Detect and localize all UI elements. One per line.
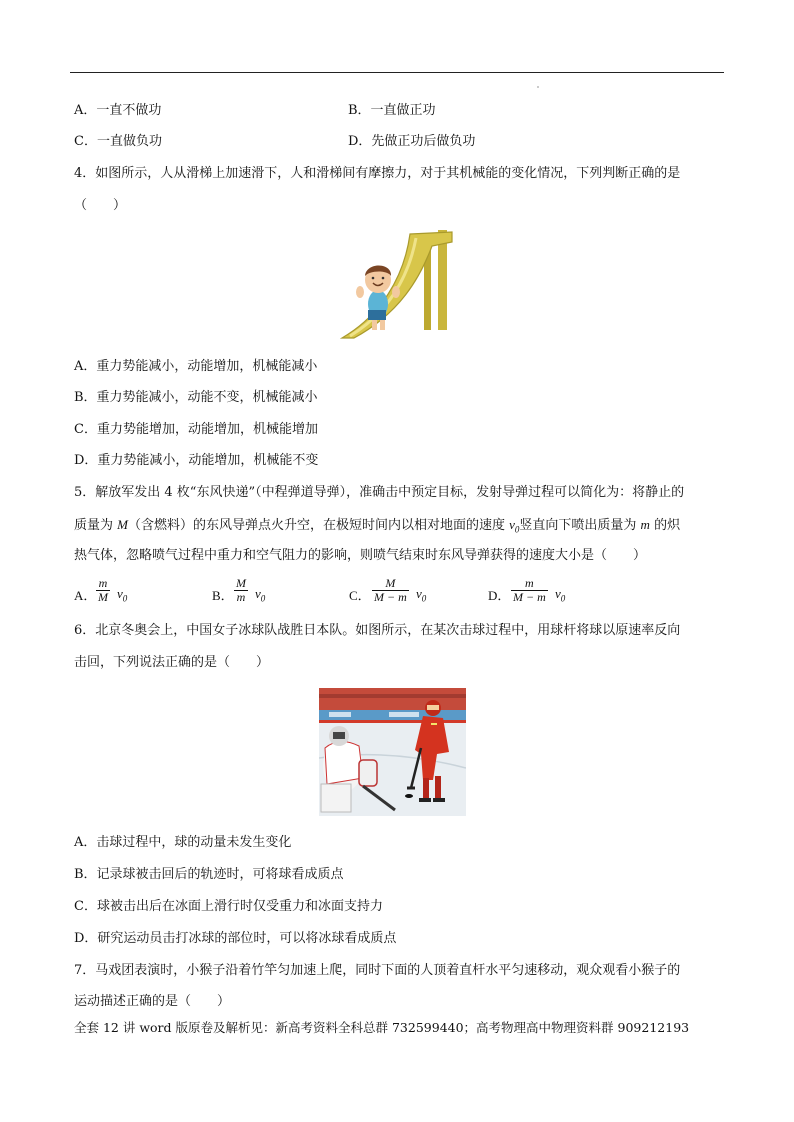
header-rule	[70, 72, 724, 73]
q5-line3: 热气体，忽略喷气过程中重力和空气阻力的影响，则喷气结束时东风导弹获得的速度大小是（ ）	[74, 548, 647, 563]
q4-option-d: D．重力势能减小，动能增加，机械能不变	[74, 453, 319, 468]
q5-option-d-label: D．	[488, 588, 511, 603]
q5-option-d-v0: $v_0$	[555, 586, 566, 604]
q5-option-a-v0: $v_0$	[117, 586, 128, 604]
q5-option-c-v0: $v_0$	[416, 586, 427, 604]
q7-line1: 7．马戏团表演时，小猴子沿着竹竿匀加速上爬，同时下面的人顶着直杆水平匀速移动，观众观看小猴子的	[74, 963, 681, 978]
q5-option-b-label: B．	[212, 588, 234, 603]
q4-stem-line2: （ ）	[74, 198, 127, 213]
q5-line2: 质量为 M（含燃料）的东风导弹点火升空，在极短时间内以相对地面的速度 $v_0$竖直向下喷出质量为 m 的炽	[74, 517, 681, 535]
q3-option-c: C．一直做负功	[74, 134, 162, 149]
q6-option-d: D．研究运动员击打冰球的部位时，可以将冰球看成质点	[74, 931, 397, 946]
ice-hockey-photo	[319, 688, 466, 816]
q5-option-d-fraction: $\frac{m}{M - m}$	[513, 576, 546, 604]
q6-line2: 击回，下列说法正确的是（ ）	[74, 655, 270, 670]
scan-speck	[537, 86, 539, 88]
q5-option-c-fraction: $\frac{M}{M - m}$	[374, 576, 407, 604]
q4-option-b: B．重力势能减小，动能不变，机械能减小	[74, 390, 318, 405]
q4-option-a: A．重力势能减小，动能增加，机械能减小	[74, 359, 318, 374]
q6-option-b: B．记录球被击回后的轨迹时，可将球看成质点	[74, 867, 344, 882]
q5-option-a-label: A．	[74, 588, 97, 603]
q6-line1: 6．北京冬奥会上，中国女子冰球队战胜日本队。如图所示，在某次击球过程中，用球杆将球以原速率反向	[74, 623, 681, 638]
q6-option-a: A．击球过程中，球的动量未发生变化	[74, 835, 292, 850]
q5-option-b-fraction: $\frac{M}{m}$	[236, 576, 246, 604]
q5-option-c-label: C．	[349, 588, 371, 603]
q4-stem-line1: 4．如图所示，人从滑梯上加速滑下，人和滑梯间有摩擦力，对于其机械能的变化情况，下列判断正确的是	[74, 166, 681, 181]
q5-option-b-v0: $v_0$	[255, 586, 266, 604]
q3-option-d: D．先做正功后做负功	[348, 134, 476, 149]
q7-line2: 运动描述正确的是（ ）	[74, 994, 231, 1009]
q3-option-a: A．一直不做功	[74, 103, 162, 118]
q3-option-b: B．一直做正功	[348, 103, 436, 118]
q4-option-c: C．重力势能增加，动能增加，机械能增加	[74, 422, 318, 437]
slide-illustration	[340, 228, 456, 340]
q6-option-c: C．球被击出后在冰面上滑行时仅受重力和冰面支持力	[74, 899, 383, 914]
footer-note: 全套 12 讲 word 版原卷及解析见：新高考资料全科总群 732599440；高考物理高中物理资料群 909212193	[74, 1020, 690, 1035]
q5-option-a-fraction: $\frac{m}{M}$	[98, 576, 108, 604]
q5-line1: 5．解放军发出 4 枚“东风快递”（中程弹道导弹），准确击中预定目标，发射导弹过程可以简化为：将静止的	[74, 485, 685, 500]
